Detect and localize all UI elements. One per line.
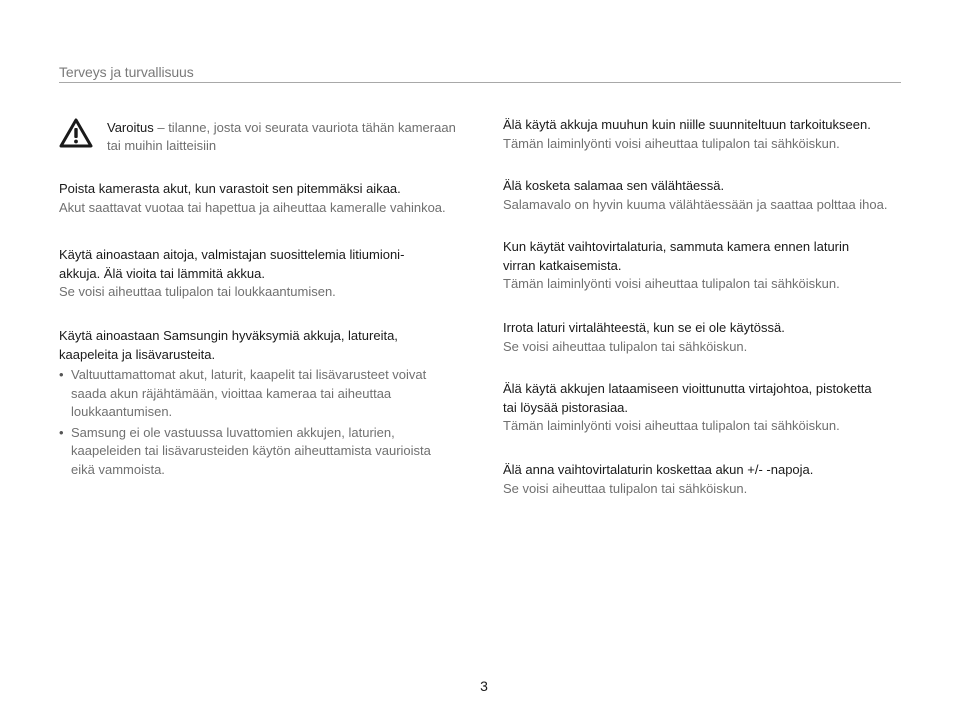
section-body: Se voisi aiheuttaa tulipalon tai loukkaantumisen. (59, 284, 336, 299)
list-item-line3: loukkaantumisen. (71, 404, 173, 419)
section-body: Tämän laiminlyönti voisi aiheuttaa tulipalon tai sähköiskun. (503, 276, 840, 291)
section-heading-line1: Käytä ainoastaan aitoja, valmistajan suosittelemia litiumioni- (59, 247, 405, 262)
section-body: Se voisi aiheuttaa tulipalon tai sähköiskun. (503, 338, 748, 354)
section-heading: Älä kosketa salamaa sen välähtäessä. (503, 178, 725, 193)
list-item (59, 366, 479, 422)
section-heading-line1: Kun käytät vaihtovirtalaturia, sammuta kamera ennen laturin (503, 239, 850, 254)
section-heading-line2: tai löysää pistorasiaa. (503, 399, 629, 415)
section-heading: Älä käytä akkuja muuhun kuin niille suunniteltuun tarkoitukseen. (503, 117, 871, 132)
list-item-line2: saada akun räjähtämään, vioittaa kameraa tai aiheuttaa (71, 385, 392, 401)
list-item (59, 424, 479, 480)
warning-legend (59, 116, 469, 160)
page-number: 3 (480, 678, 488, 694)
section-title: Terveys ja turvallisuus (59, 64, 194, 80)
section-heading-line1: Älä käytä akkujen lataamiseen vioittunutta virtajohtoa, pistoketta (503, 381, 872, 396)
section-heading: Poista kamerasta akut, kun varastoit sen pitemmäksi aikaa. (59, 181, 401, 196)
section-heading-line1: Käytä ainoastaan Samsungin hyväksymiä akkuja, latureita, (59, 328, 398, 343)
bullet-dot-icon: • (59, 367, 64, 382)
section-body: Tämän laiminlyönti voisi aiheuttaa tulipalon tai sähköiskun. (503, 135, 840, 151)
list-item-line1: Valtuuttamattomat akut, laturit, kaapelit tai lisävarusteet voivat (71, 367, 427, 382)
section-body: Akut saattavat vuotaa tai hapettua ja aiheuttaa kameralle vahinkoa. (59, 199, 446, 215)
right-section-3 (503, 238, 923, 294)
left-section-3 (59, 327, 479, 479)
warning-description (107, 119, 467, 155)
right-section-2 (503, 177, 923, 214)
warning-triangle-icon (59, 118, 93, 148)
section-heading: Älä anna vaihtovirtalaturin koskettaa akun +/- -napoja. (503, 462, 814, 477)
warning-text-line2: tai muihin laitteisiin (107, 138, 217, 153)
list-item-line1: Samsung ei ole vastuussa luvattomien akkujen, laturien, (71, 424, 395, 440)
section-body: Salamavalo on hyvin kuuma välähtäessään ja saattaa polttaa ihoa. (503, 196, 888, 212)
left-section-2 (59, 246, 479, 302)
section-heading: Irrota laturi virtalähteestä, kun se ei ole käytössä. (503, 320, 785, 335)
list-item-line3: eikä vammoista. (71, 461, 165, 477)
right-section-6 (503, 461, 923, 498)
section-heading-line2: akkuja. Älä vioita tai lämmitä akkua. (59, 265, 265, 281)
warning-text-line1: – tilanne, josta voi seurata vauriota tähän kameraan (153, 120, 456, 135)
section-heading-line2: virran katkaisemista. (503, 257, 622, 273)
right-section-5 (503, 380, 923, 436)
bullet-dot-icon: • (59, 424, 64, 440)
right-section-4 (503, 319, 923, 356)
left-section-1 (59, 180, 479, 217)
warning-label: Varoitus (107, 120, 154, 135)
right-section-1 (503, 116, 923, 153)
page-header (59, 60, 901, 83)
section-body: Se voisi aiheuttaa tulipalon tai sähköiskun. (503, 480, 748, 496)
bullet-list (59, 366, 479, 479)
section-heading-line2: kaapeleita ja lisävarusteita. (59, 346, 216, 362)
section-body: Tämän laiminlyönti voisi aiheuttaa tulipalon tai sähköiskun. (503, 418, 840, 433)
list-item-line2: kaapeleiden tai lisävarusteiden käytön aiheuttamista vaurioista (71, 443, 431, 458)
